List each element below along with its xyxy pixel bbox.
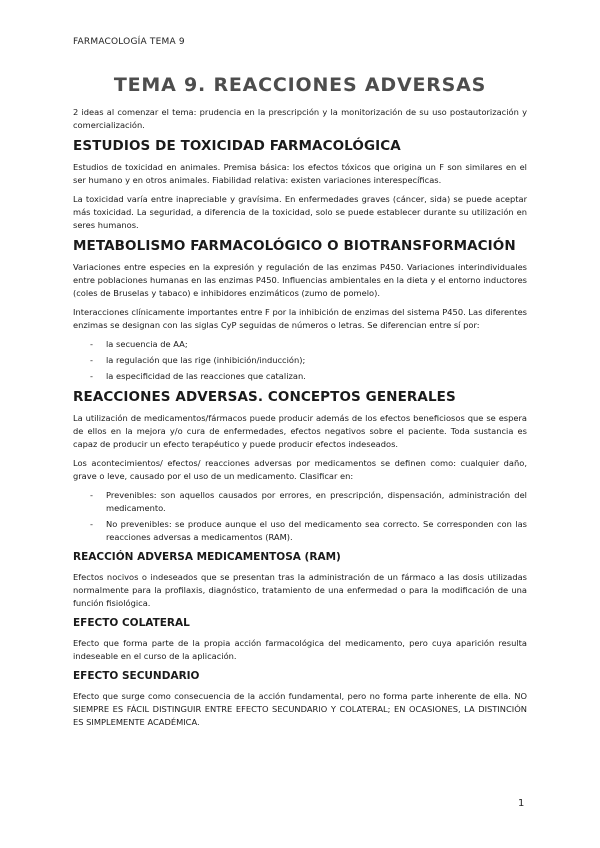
heading-ram: REACCIÓN ADVERSA MEDICAMENTOSA (RAM) xyxy=(73,551,341,563)
page-content xyxy=(73,74,527,735)
list-item-text: la especificidad de las reacciones que catalizan. xyxy=(106,371,306,381)
heading-adverse-reactions: REACCIONES ADVERSAS. CONCEPTOS GENERALES xyxy=(73,389,456,405)
list-item-text: la secuencia de AA; xyxy=(106,339,188,349)
secondary-paragraph: Efecto que surge como consecuencia de la acción fundamental, pero no forma parte inherente de ella. NO SIEMPRE ES FÁCIL DISTINGUIR ENTRE EFECTO SECUNDARIO Y COLATERAL; EN OCASIONES, LA DISTINCIÓN ES SIMPLEMENTE ACADÉMICA. xyxy=(73,691,527,727)
list-item-text: Prevenibles: son aquellos causados por errores, en prescripción, dispensación, administración del medicamento. xyxy=(106,490,527,513)
enzyme-differences-list xyxy=(73,338,527,383)
page-number: 1 xyxy=(518,798,525,809)
list-item xyxy=(73,489,527,515)
metabolism-paragraph-1: Variaciones entre especies en la expresión y regulación de las enzimas P450. Variaciones interindividuales entre poblaciones humanas en las enzimas P450. Influencias ambientales en la dieta y el entorno inductores (coles de Bruselas y tabaco) e inhibidores enzimáticos (zumo de pomelo). xyxy=(73,262,527,298)
list-item-text: No prevenibles: se produce aunque el uso del medicamento sea correcto. Se corresponden con las reacciones adversas a medicamentos (RAM). xyxy=(106,519,527,542)
heading-collateral-effect: EFECTO COLATERAL xyxy=(73,617,190,629)
running-header: FARMACOLOGÍA TEMA 9 xyxy=(73,37,185,47)
heading-toxicity-studies: ESTUDIOS DE TOXICIDAD FARMACOLÓGICA xyxy=(73,138,401,154)
collateral-paragraph: Efecto que forma parte de la propia acción farmacológica del medicamento, pero cuya aparición resulta indeseable en el curso de la aplicación. xyxy=(73,638,527,661)
toxicity-paragraph-1: Estudios de toxicidad en animales. Premisa básica: los efectos tóxicos que origina un F son similares en el ser humano y en otros animales. Fiabilidad relativa: existen variaciones interespecíficas. xyxy=(73,162,527,185)
list-dash: - xyxy=(90,355,93,365)
document-title: TEMA 9. REACCIONES ADVERSAS xyxy=(113,74,487,96)
ram-paragraph: Efectos nocivos o indeseados que se presentan tras la administración de un fármaco a las dosis utilizadas normalmente para la profilaxis, diagnóstico, tratamiento de una enfermedad o para la modificación de una función fisiológica. xyxy=(73,572,527,608)
intro-paragraph: 2 ideas al comenzar el tema: prudencia en la prescripción y la monitorización de su uso postautorización y comercialización. xyxy=(73,107,527,130)
list-dash: - xyxy=(90,371,93,381)
heading-secondary-effect: EFECTO SECUNDARIO xyxy=(73,670,200,682)
toxicity-paragraph-2: La toxicidad varía entre inapreciable y gravísima. En enfermedades graves (cáncer, sida) se puede aceptar más toxicidad. La seguridad, a diferencia de la toxicidad, solo se puede establecer durante su utilización en seres humanos. xyxy=(73,194,527,230)
heading-metabolism: METABOLISMO FARMACOLÓGICO O BIOTRANSFORMACIÓN xyxy=(73,238,516,254)
adverse-paragraph-2: Los acontecimientos/ efectos/ reacciones adversas por medicamentos se definen como: cualquier daño, grave o leve, causado por el uso de un medicamento. Clasificar en: xyxy=(73,458,527,481)
list-item xyxy=(73,354,527,367)
list-dash: - xyxy=(90,519,93,529)
list-dash: - xyxy=(90,490,93,500)
metabolism-paragraph-2: Interacciones clínicamente importantes entre F por la inhibición de enzimas del sistema P450. Las diferentes enzimas se designan con las siglas CyP seguidas de números o letras. Se diferencian entre sí por: xyxy=(73,307,527,330)
list-dash: - xyxy=(90,339,93,349)
classification-list xyxy=(73,489,527,544)
list-item xyxy=(73,338,527,351)
list-item-text: la regulación que las rige (inhibición/inducción); xyxy=(106,355,306,365)
list-item xyxy=(73,518,527,544)
adverse-paragraph-1: La utilización de medicamentos/fármacos puede producir además de los efectos beneficiosos que se espera de ellos en la mejora y/o cura de enfermedades, efectos negativos sobre el paciente. Toda sustancia es capaz de producir un efecto terapéutico y puede producir efectos indeseados. xyxy=(73,413,527,449)
list-item xyxy=(73,370,527,383)
